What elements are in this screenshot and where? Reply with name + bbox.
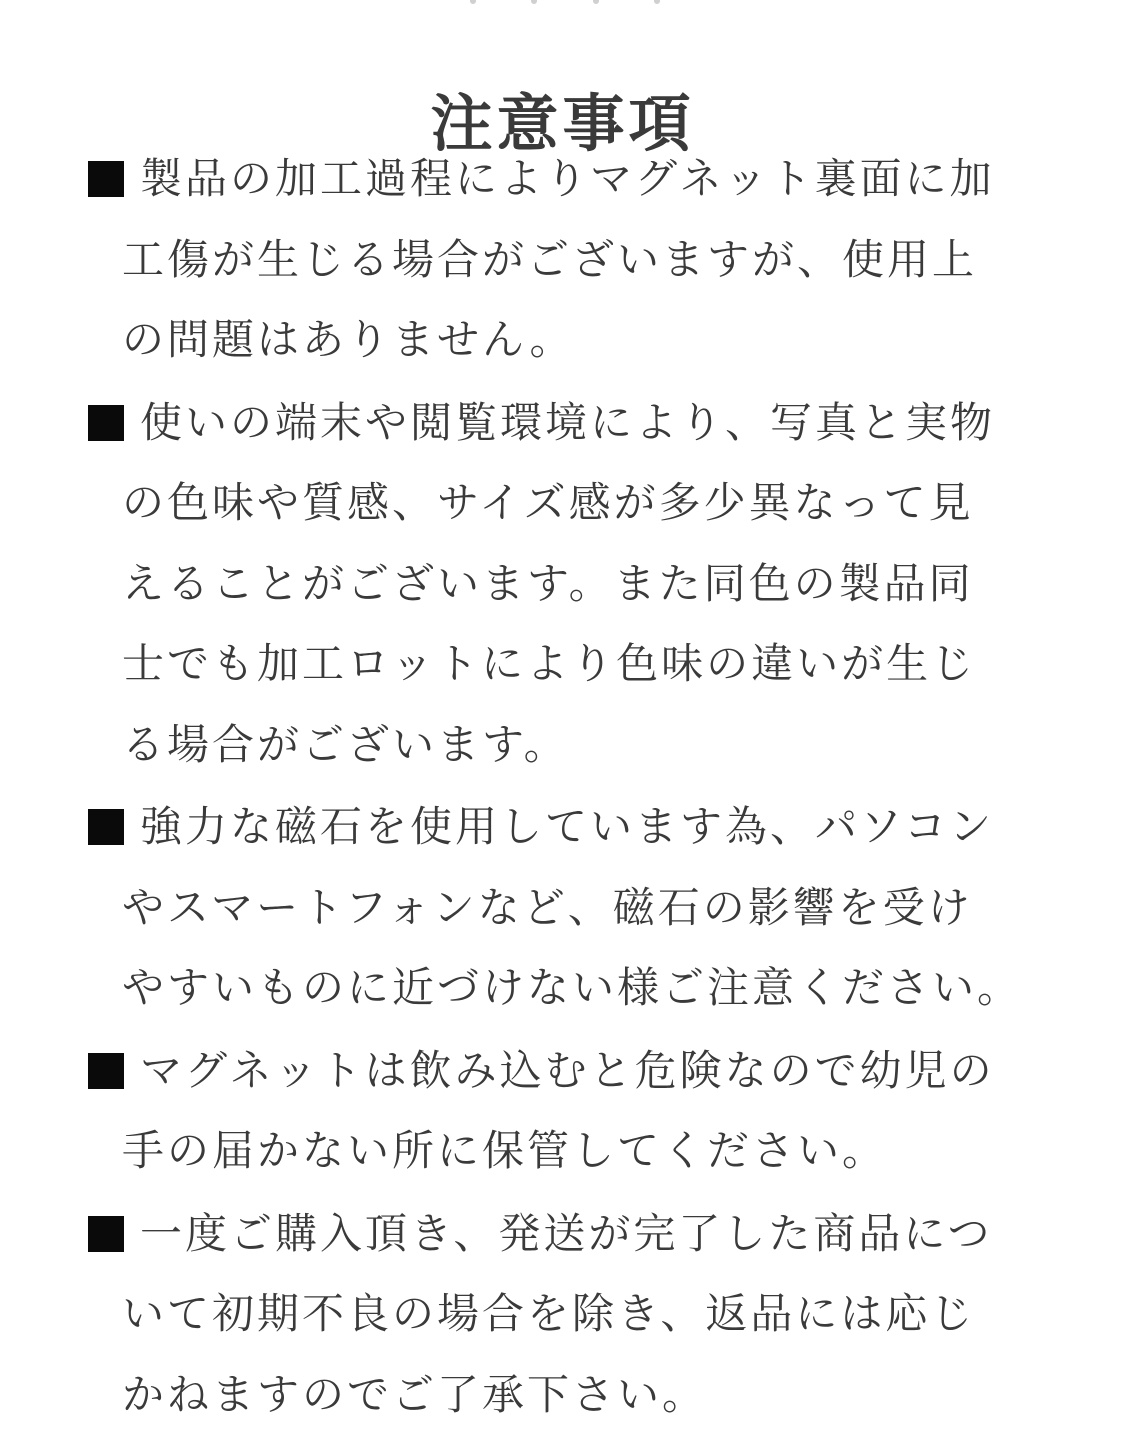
square-bullet-icon (88, 161, 124, 197)
note-line: やすいものに近づけない様ご注意ください。 (122, 963, 1023, 1012)
note-line: 一度ご購入頂き、発送が完了した商品につ (140, 1208, 993, 1258)
edge-mark (470, 0, 476, 4)
note-text (122, 383, 1048, 786)
note-line: えることがございます。また同色の製品同 (122, 558, 974, 608)
note-line: る場合がございます。 (122, 719, 569, 769)
note-line: マグネットは飲み込むと危険なので幼児の (140, 1045, 995, 1095)
note-item (88, 383, 1048, 786)
note-line: 製品の加工過程によりマグネット裏面に加 (140, 154, 995, 203)
note-line: の色味や質感、サイズ感が多少異なって見 (122, 478, 974, 527)
note-text (122, 1031, 1048, 1192)
note-line: いて初期不良の場合を除き、返品には応じ (122, 1289, 976, 1338)
note-line: 士でも加工ロットにより色味の違いが生じ (122, 639, 977, 688)
note-line: 工傷が生じる場合がございますが、使用上 (122, 234, 978, 284)
note-line: 使いの端末や閲覧環境により、写真と実物 (140, 397, 996, 447)
square-bullet-icon (88, 1053, 124, 1089)
note-item (88, 787, 1048, 1029)
edge-mark (531, 0, 537, 4)
note-line: の問題はありません。 (122, 315, 575, 364)
square-bullet-icon (88, 405, 124, 441)
square-bullet-icon (88, 1216, 124, 1252)
edge-mark (654, 0, 660, 4)
note-item (88, 139, 1048, 381)
note-item (88, 1194, 1048, 1436)
top-edge-marks (470, 0, 660, 6)
page-title: 注意事項 (430, 86, 695, 160)
notes-list (88, 139, 1048, 1435)
note-line: 強力な磁石を使用しています為、パソコン (140, 802, 995, 851)
note-text (122, 787, 1048, 1029)
note-text (122, 139, 1048, 381)
note-line: やスマートフォンなど、磁石の影響を受け (122, 882, 973, 932)
square-bullet-icon (88, 809, 124, 845)
edge-mark (593, 0, 599, 4)
note-line: 手の届かない所に保管してください。 (122, 1126, 888, 1175)
note-line: かねますのでご了承下さい。 (122, 1369, 708, 1419)
note-item (88, 1031, 1048, 1192)
note-text (122, 1194, 1048, 1436)
